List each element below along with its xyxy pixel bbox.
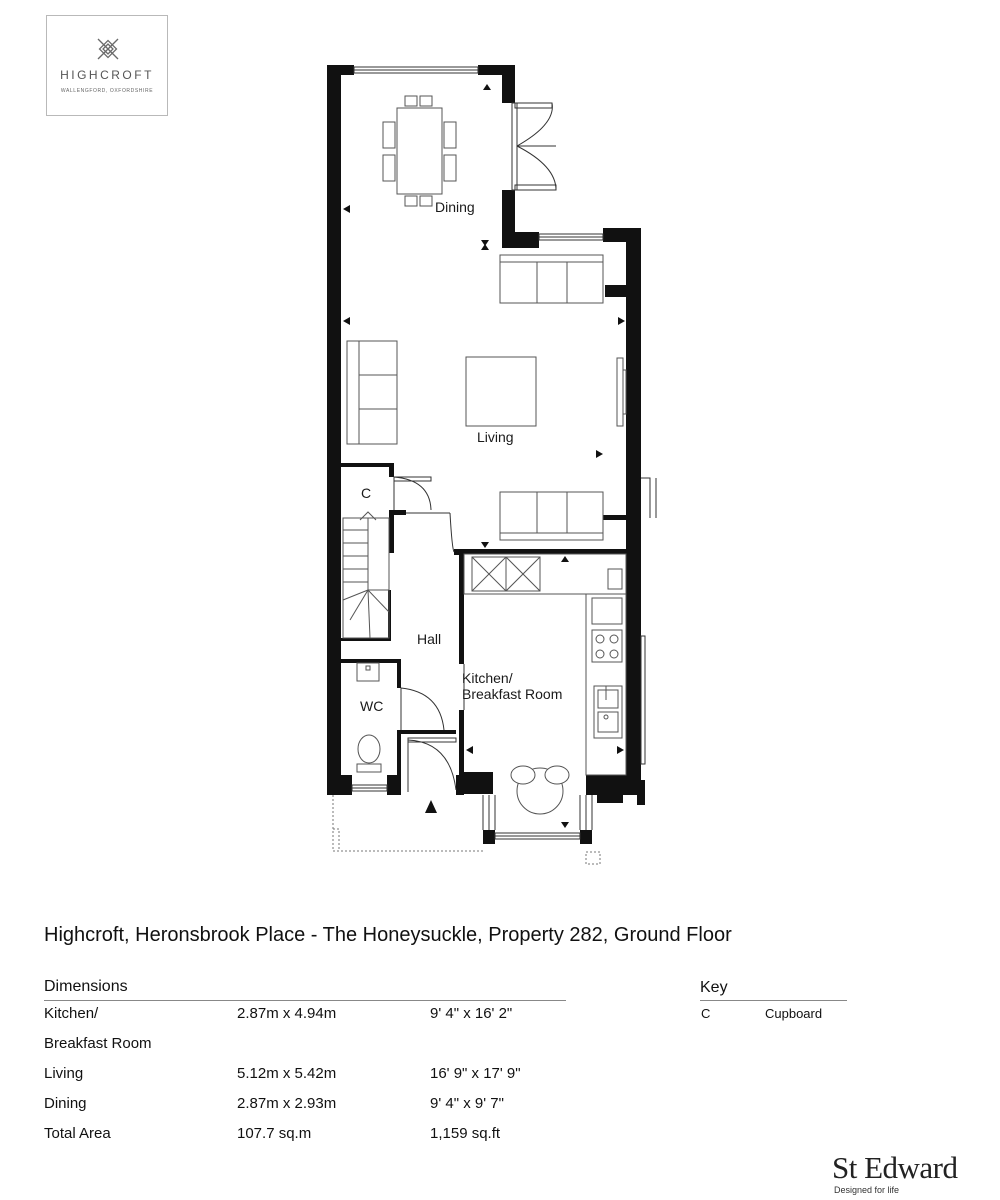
st-edward-logo: St Edward [832,1150,958,1185]
key-item-code: C [701,1006,711,1021]
dimension-imperial: 16' 9" x 17' 9" [430,1065,521,1082]
room-label-kitchen-line2: Breakfast Room [462,686,563,702]
dimension-metric: 2.87m x 4.94m [237,1005,337,1022]
dimension-room-name: Living [44,1065,84,1082]
room-label-living: Living [477,429,514,445]
dimension-imperial: 9' 4" x 16' 2" [430,1005,513,1022]
dimension-metric: 107.7 sq.m [237,1125,312,1142]
dimension-markers [343,84,625,828]
brand-tagline: Designed for life [834,1185,900,1195]
dimension-room-name: Kitchen/ [44,1005,99,1022]
key-item-description: Cupboard [765,1006,823,1021]
wc-fixtures [357,663,384,772]
dimensions-rule [44,1000,566,1001]
dimension-room-name: Dining [44,1095,87,1112]
room-label-kitchen-line1: Kitchen/ [462,670,513,686]
room-label-cupboard: C [361,485,372,501]
logo-name: HIGHCROFT [60,68,154,82]
staircase [343,512,389,638]
room-label-wc: WC [360,698,384,714]
dimensions-heading: Dimensions [44,978,128,995]
dining-table [383,96,456,206]
key-heading: Key [700,979,728,996]
dimension-imperial: 9' 4" x 9' 7" [430,1095,504,1112]
front-path [333,795,600,864]
key-rule [700,1000,847,1001]
dimension-metric: 2.87m x 2.93m [237,1095,337,1112]
dimension-room-name: Total Area [44,1125,111,1142]
logo-location: WALLENGFORD, OXFORDSHIRE [60,88,154,94]
room-label-dining: Dining [435,199,475,215]
dimension-room-name: Breakfast Room [44,1035,152,1052]
dimension-metric: 5.12m x 5.42m [237,1065,337,1082]
dimension-imperial: 1,159 sq.ft [430,1125,501,1142]
plan-title: Highcroft, Heronsbrook Place - The Honeysuckle, Property 282, Ground Floor [44,924,732,946]
room-label-hall: Hall [417,631,442,647]
living-furniture [347,255,626,540]
